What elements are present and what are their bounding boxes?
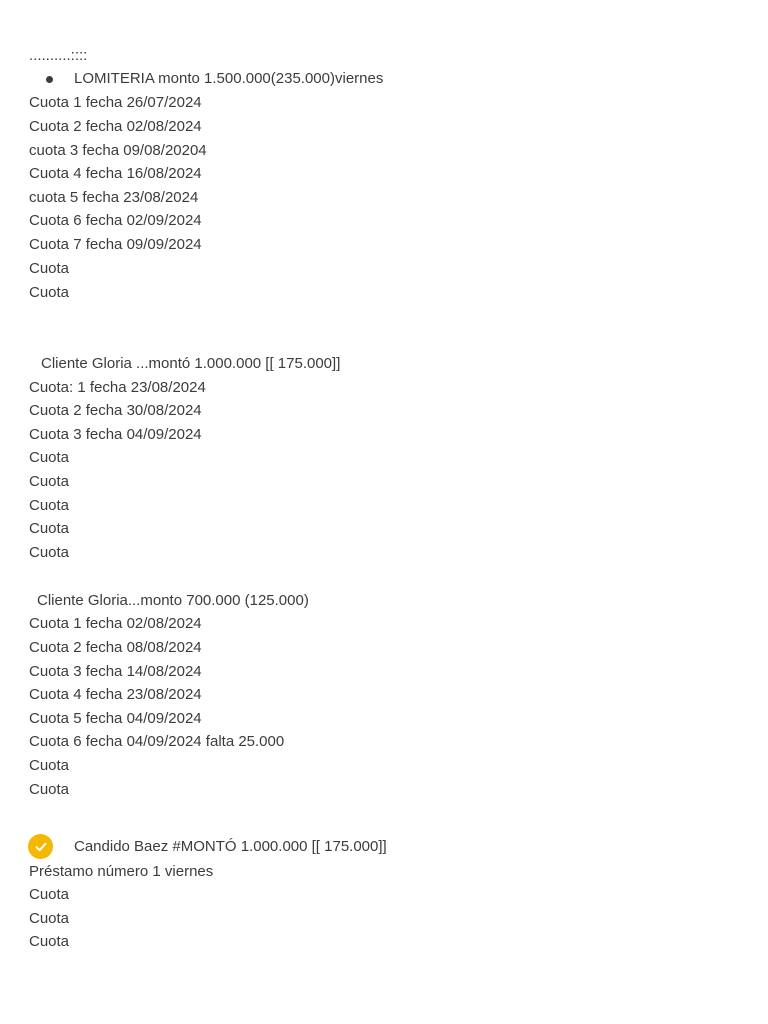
checkmark-circle-icon[interactable] [28,834,53,859]
list-item: Cuota [29,886,70,903]
list-item: Cuota 3 fecha 14/08/2024 [29,663,202,680]
section-heading-gloria-2: Cliente Gloria...monto 700.000 (125.000) [37,592,309,609]
list-item: Cuota 2 fecha 08/08/2024 [29,639,202,656]
top-marker: ..........:::: [29,47,88,64]
list-item: Cuota [29,757,70,774]
list-item: Cuota [29,933,70,950]
list-item: Cuota 2 fecha 02/08/2024 [29,118,202,135]
heading-text: Candido Baez #MONTÓ 1.000.000 [[ 175.000]] [74,837,387,855]
list-item: Cuota [29,520,70,537]
list-item: Cuota [29,473,70,490]
list-item: Cuota [29,260,70,277]
list-item: Cuota 1 fecha 02/08/2024 [29,615,202,632]
list-item: Cuota [29,781,70,798]
list-item: Cuota 2 fecha 30/08/2024 [29,402,202,419]
list-item: Cuota [29,910,70,927]
heading-text: LOMITERIA monto 1.500.000(235.000)viernes [74,70,384,87]
list-item: Cuota [29,544,70,561]
section-heading-lomiteria[interactable] [46,69,383,89]
bullet-dot-icon [46,76,53,83]
list-item: Cuota 1 fecha 26/07/2024 [29,94,202,111]
list-item: Cuota [29,497,70,514]
list-item: Cuota 6 fecha 04/09/2024 falta 25.000 [29,733,285,750]
list-item: Cuota 4 fecha 16/08/2024 [29,165,202,182]
list-item: Cuota: 1 fecha 23/08/2024 [29,379,206,396]
section-heading-candido[interactable] [28,834,387,859]
list-item: Cuota [29,284,70,301]
list-item: Cuota 7 fecha 09/09/2024 [29,236,202,253]
list-item: Cuota 5 fecha 04/09/2024 [29,710,202,727]
section-heading-gloria-1: Cliente Gloria ...montó 1.000.000 [[ 175.000]] [41,355,341,372]
list-item: Préstamo número 1 viernes [29,863,214,880]
list-item: Cuota 6 fecha 02/09/2024 [29,212,202,229]
list-item: Cuota 4 fecha 23/08/2024 [29,686,202,703]
list-item: cuota 3 fecha 09/08/20204 [29,142,207,159]
list-item: Cuota 3 fecha 04/09/2024 [29,426,202,443]
list-item: cuota 5 fecha 23/08/2024 [29,189,199,206]
list-item: Cuota [29,449,70,466]
